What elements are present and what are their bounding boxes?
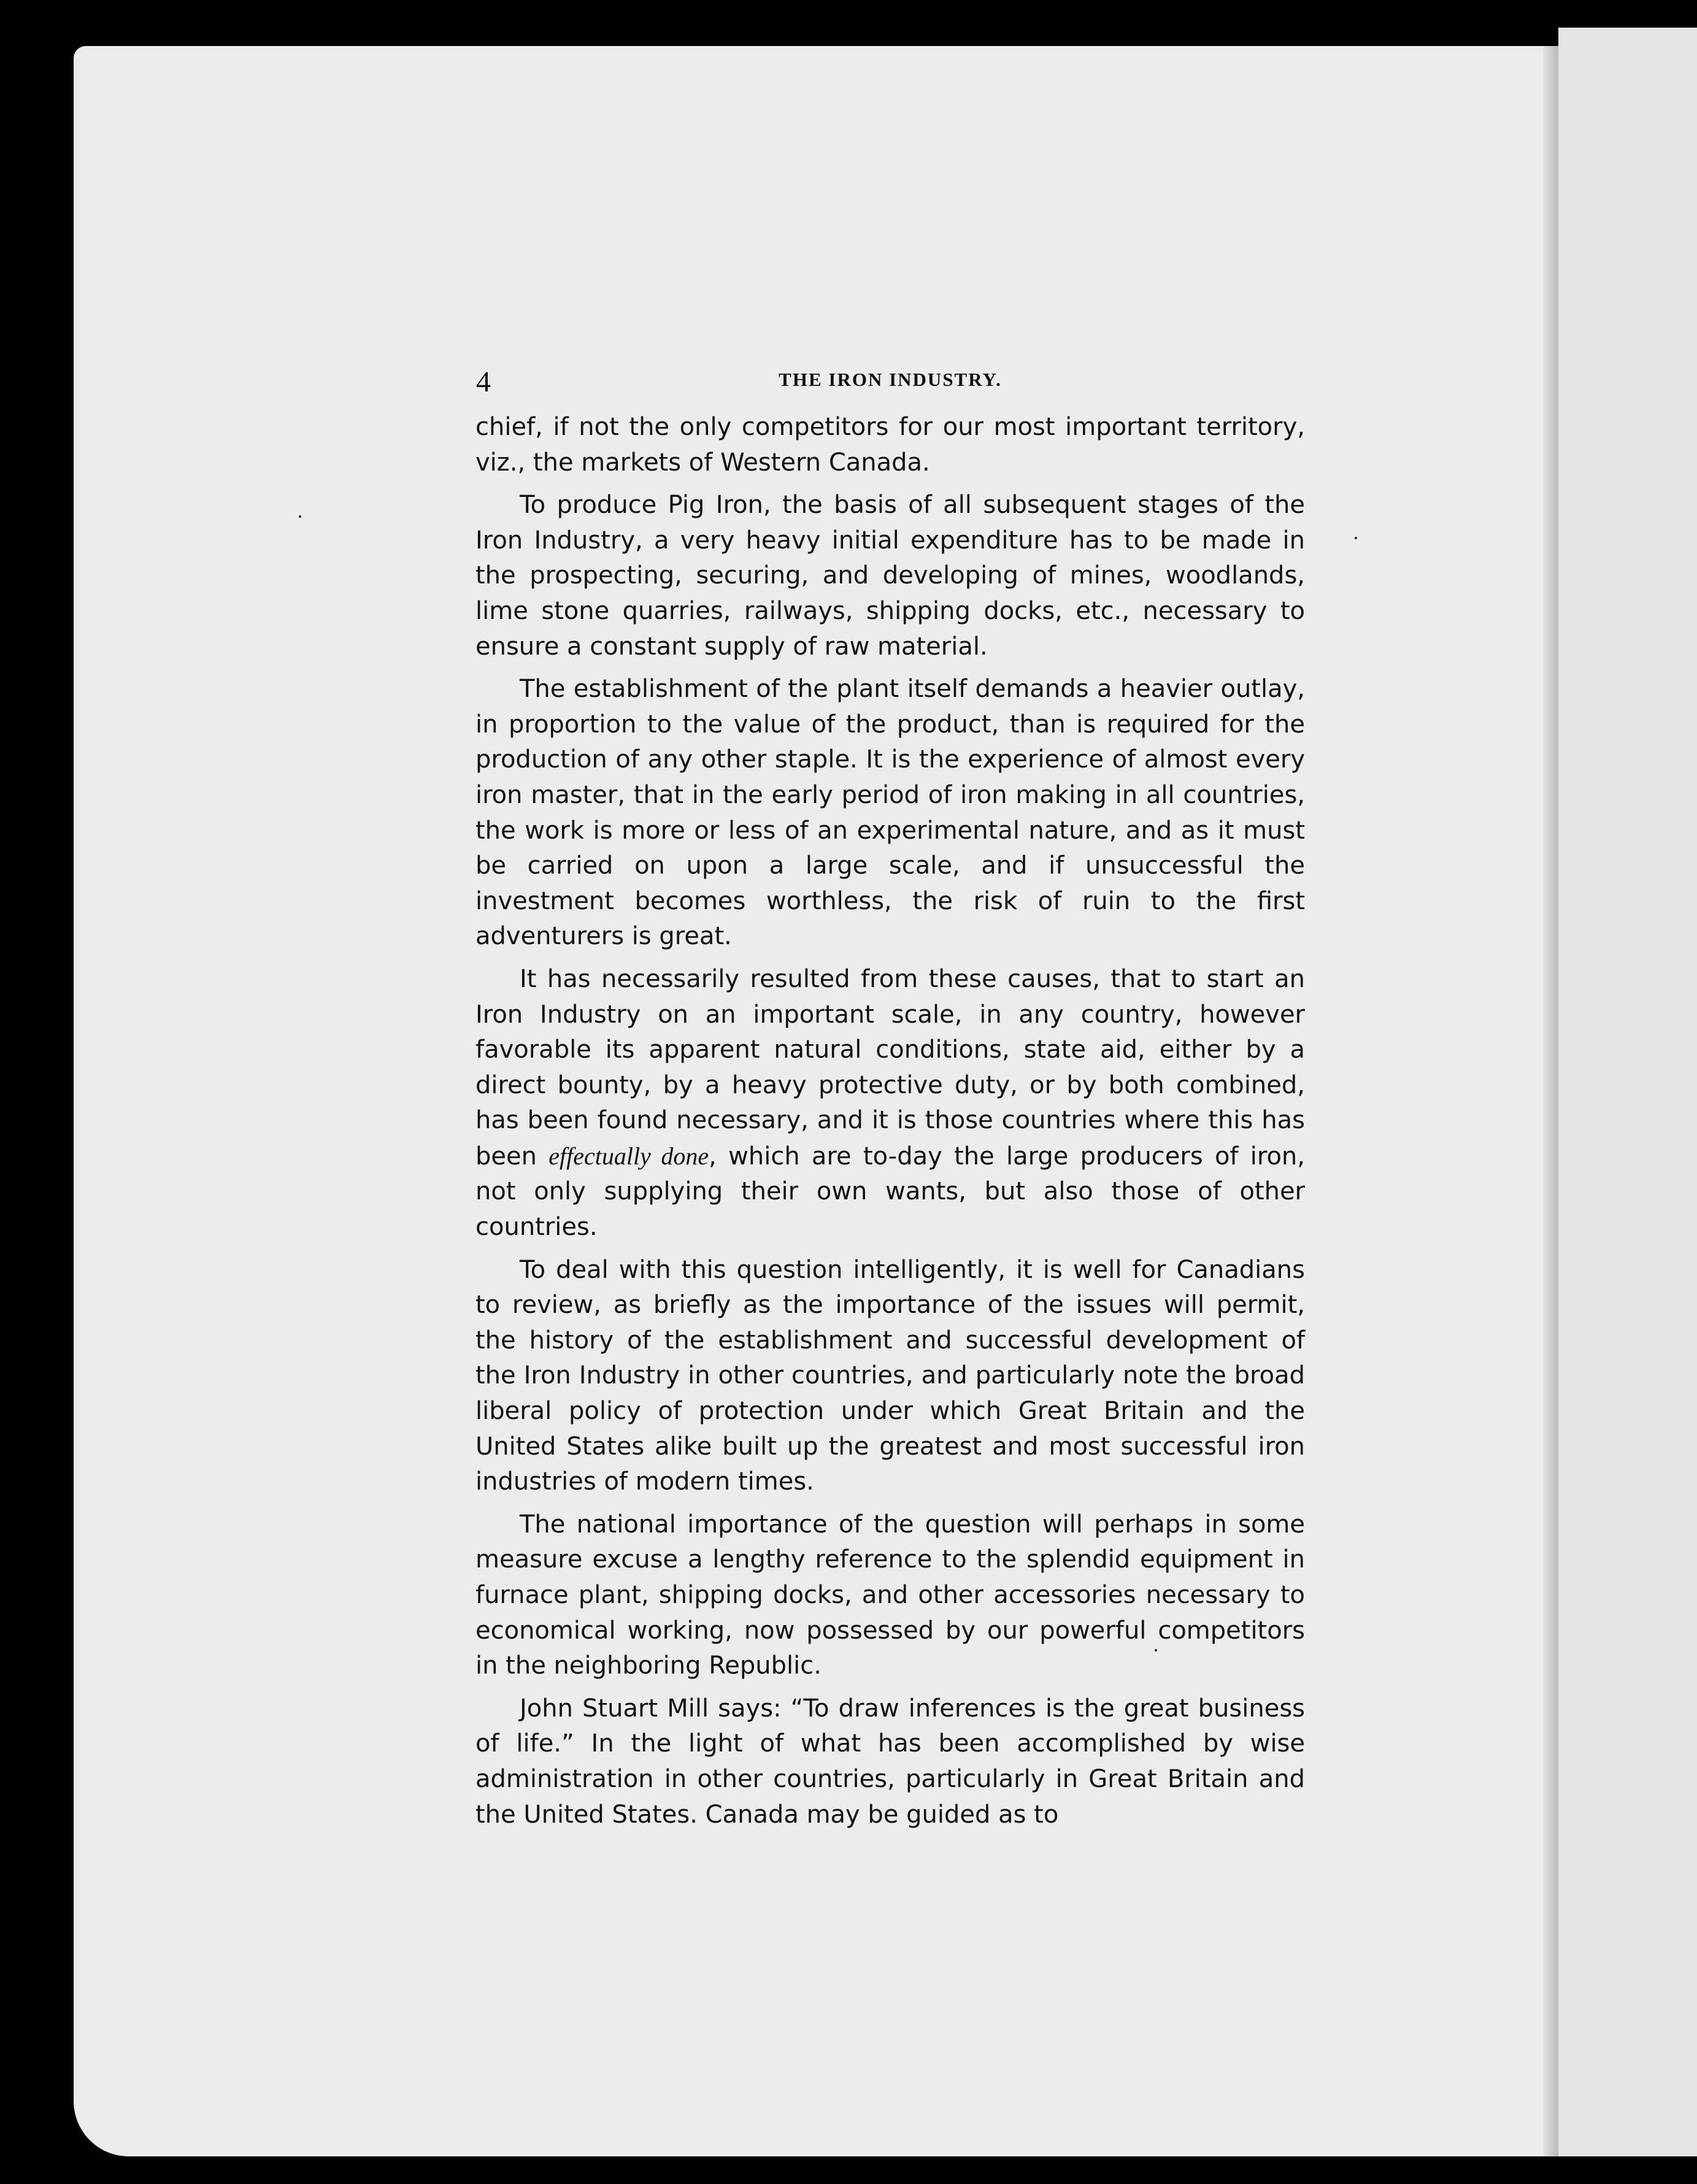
paragraph: The establishment of the plant itself demands a heavier outlay, in proportion to the value of the product, than is required for the production of any other staple. It is the experience of almost every iron master, that in the early period of iron making in all countries, the work is more or less of an experimental nature, and as it must be carried on upon a large scale, and if unsuccessful the investment becomes worthless, the risk of ruin to the first adventurers is great. — [475, 675, 1305, 951]
scan-speck — [299, 515, 301, 518]
paragraph — [475, 962, 1305, 1245]
paragraph: To produce Pig Iron, the basis of all subsequent stages of the Iron Industry, a very heavy initial expenditure has to be made in the prospecting, securing, and developing of mines, woodlands, lime stone quarries, railways, shipping docks, etc., necessary to ensure a constant supply of raw material. — [475, 491, 1305, 661]
paragraph: The national importance of the question will perhaps in some measure excuse a lengthy reference to the splendid equipment in furnace plant, shipping docks, and other accessories necessary to economical working, now possessed by our powerful competitors in the neighboring Republic. — [475, 1510, 1305, 1680]
paragraph-text: , which are to-day the large producers of iron, not only supplying their own wants, but also those of other countries. — [475, 1142, 1306, 1242]
facing-page-edge — [1558, 28, 1697, 2156]
paragraph: chief, if not the only competitors for our most important territory, viz., the markets of Western Canada. — [475, 413, 1305, 477]
paragraph: John Stuart Mill says: “To draw inferences is the great business of life.” In the light of what has been accomplished by wise administration in other countries, particularly in Great Britain and the United States. Canada may be guided as to — [475, 1694, 1305, 1829]
page-gutter-shadow — [1543, 46, 1558, 2156]
running-title: THE IRON INDUSTRY. — [779, 369, 1002, 390]
page-number: 4 — [476, 366, 491, 398]
paragraph: To deal with this question intelligently, it is well for Canadians to review, as briefly as the importance of the issues will permit, the history of the establishment and successful development of the Iron Industry in other countries, and particularly note the broad liberal policy of protection under which Great Britain and the United States alike built up the greatest and most successful iron industries of modern times. — [475, 1255, 1305, 1496]
scan-speck — [1355, 537, 1357, 539]
paragraph-text: It has necessarily resulted from these causes, that to start an Iron Industry on an important scale, in any country, however favorable its apparent natural conditions, state aid, either by a direct bounty, by a heavy protective duty, or by both combined, has been found necessary, and it is those countries where this has been — [475, 964, 1305, 1171]
running-head — [476, 365, 1304, 408]
body-text — [475, 410, 1305, 1840]
emphasized-phrase: effectually done — [548, 1142, 709, 1170]
